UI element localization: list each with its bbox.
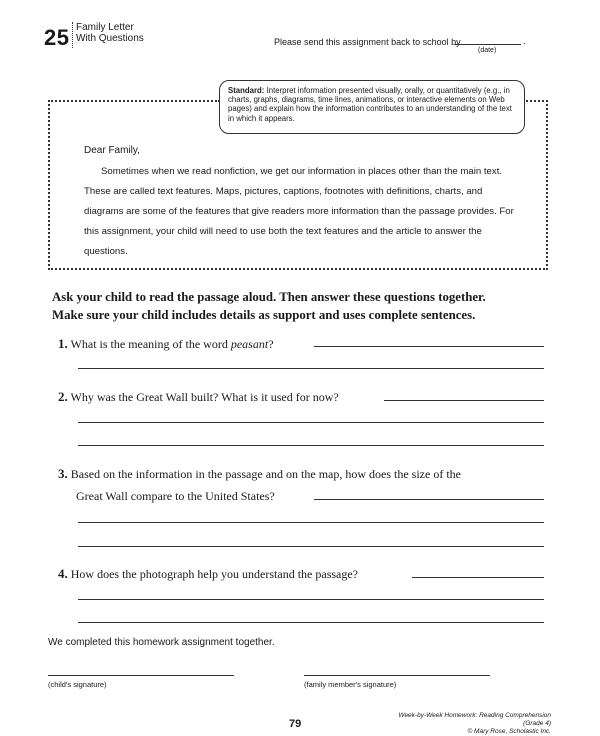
question-3 [58, 466, 461, 482]
question-text: How does the photograph help you understand the passage? [70, 567, 359, 581]
answer-line[interactable] [412, 577, 544, 578]
page-number: 79 [289, 718, 302, 730]
instructions-line2: Make sure your child includes details as support and uses complete sentences. [52, 308, 476, 322]
family-signature-label: (family member's signature) [304, 680, 397, 689]
date-period: . [523, 36, 526, 46]
question-number: 3. [58, 466, 68, 481]
question-number: 2. [58, 389, 68, 404]
question-text: Why was the Great Wall built? What is it used for now? [70, 390, 339, 404]
child-signature-label: (child's signature) [48, 680, 107, 689]
answer-line[interactable] [314, 499, 544, 500]
family-signature-line[interactable] [304, 675, 490, 676]
date-field[interactable] [455, 44, 521, 45]
credit-line2: © Mary Rose, Scholastic Inc. [467, 728, 551, 735]
credit-line1: Week-by-Week Homework: Reading Comprehension (Grade 4) [398, 712, 551, 727]
completed-statement: We completed this homework assignment together. [48, 637, 275, 648]
instructions-line1: Ask your child to read the passage aloud. Then answer these questions together. [52, 290, 486, 304]
question-2 [58, 389, 339, 405]
lesson-title [76, 22, 144, 44]
question-3-line2: Great Wall compare to the United States? [76, 489, 275, 503]
dotted-border-top-right [526, 100, 548, 102]
answer-line[interactable] [78, 599, 544, 600]
question-text: What is the meaning of the word [70, 337, 231, 351]
question-text-end: ? [268, 337, 274, 351]
question-italic-word: peasant [230, 337, 269, 351]
letter-body: Sometimes when we read nonfiction, we get our information in places other than the main text. These are called text features. Maps, pictures, captions, footnotes with definitions, charts, and diagrams are some of the features that give readers more information than the passage provides. For this assignment, your child will need to use both the text features and the article to answer the questions. [84, 166, 514, 257]
dotted-border-bottom [48, 268, 548, 270]
standard-label: Standard: [228, 86, 265, 95]
answer-line[interactable] [78, 522, 544, 523]
answer-line[interactable] [78, 546, 544, 547]
lesson-title-line2: With Questions [76, 33, 144, 44]
question-text-line1: Based on the information in the passage and on the map, how does the size of the [70, 467, 461, 481]
credit-line [381, 712, 551, 736]
standard-text: Interpret information presented visually, orally, or quantitatively (e.g., in charts, graphs, diagrams, time lines, animations, or interactive elements on Web pages) and explain how the information contributes to an understanding of the text in which it appears. [228, 86, 512, 123]
lesson-title-line1: Family Letter [76, 22, 134, 33]
answer-line[interactable] [78, 622, 544, 623]
dotted-border-left [48, 100, 50, 270]
send-back-text: Please send this assignment back to school by [274, 37, 461, 47]
date-label: (date) [478, 47, 497, 54]
question-4 [58, 566, 358, 582]
answer-line[interactable] [314, 346, 544, 347]
answer-line[interactable] [78, 445, 544, 446]
child-signature-line[interactable] [48, 675, 234, 676]
dotted-border-right [546, 100, 548, 270]
instructions [52, 288, 552, 324]
answer-line[interactable] [384, 400, 544, 401]
dotted-border-top-left [48, 100, 220, 102]
question-1 [58, 336, 274, 352]
question-number: 4. [58, 566, 68, 581]
lesson-number: 25 [44, 25, 70, 50]
standard-callout [219, 80, 525, 134]
answer-line[interactable] [78, 368, 544, 369]
answer-line[interactable] [78, 422, 544, 423]
letter-greeting: Dear Family, [84, 145, 140, 156]
question-number: 1. [58, 336, 68, 351]
header-divider [72, 22, 73, 48]
